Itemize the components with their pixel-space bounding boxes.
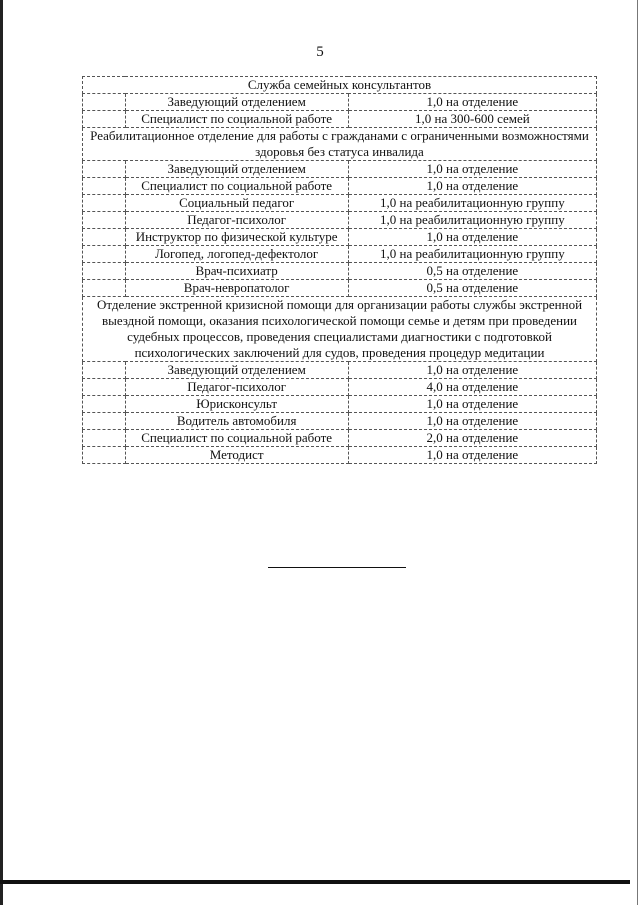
indent-cell [83, 178, 126, 195]
position-cell: Методист [125, 447, 348, 464]
indent-cell [83, 396, 126, 413]
position-cell: Юрисконсульт [125, 396, 348, 413]
rate-cell: 1,0 на 300-600 семей [348, 111, 596, 128]
rate-cell: 1,0 на отделение [348, 94, 596, 111]
rate-cell: 4,0 на отделение [348, 379, 596, 396]
position-cell: Заведующий отделением [125, 362, 348, 379]
indent-cell [83, 362, 126, 379]
table-row [83, 447, 597, 464]
position-cell: Врач-психиатр [125, 263, 348, 280]
rate-cell: 1,0 на отделение [348, 362, 596, 379]
rate-cell: 1,0 на отделение [348, 161, 596, 178]
position-cell: Инструктор по физической культуре [125, 229, 348, 246]
position-cell: Специалист по социальной работе [125, 111, 348, 128]
table-row [83, 430, 597, 447]
indent-cell [83, 161, 126, 178]
table-row [83, 195, 597, 212]
position-cell: Педагог-психолог [125, 212, 348, 229]
rate-cell: 2,0 на отделение [348, 430, 596, 447]
section-header-row [83, 297, 597, 362]
table-row [83, 94, 597, 111]
rate-cell: 1,0 на реабилитационную группу [348, 212, 596, 229]
indent-cell [83, 229, 126, 246]
table-row [83, 246, 597, 263]
table-row [83, 178, 597, 195]
rate-cell: 1,0 на реабилитационную группу [348, 246, 596, 263]
rate-cell: 1,0 на отделение [348, 413, 596, 430]
table-row [83, 161, 597, 178]
position-cell: Специалист по социальной работе [125, 178, 348, 195]
position-cell: Социальный педагог [125, 195, 348, 212]
position-cell: Логопед, логопед-дефектолог [125, 246, 348, 263]
position-cell: Педагог-психолог [125, 379, 348, 396]
position-cell: Специалист по социальной работе [125, 430, 348, 447]
position-cell: Заведующий отделением [125, 94, 348, 111]
section-header-row [83, 77, 597, 94]
rate-cell: 1,0 на отделение [348, 447, 596, 464]
section-title: Служба семейных консультантов [83, 77, 597, 94]
indent-cell [83, 212, 126, 229]
table-row [83, 229, 597, 246]
rate-cell: 0,5 на отделение [348, 280, 596, 297]
rate-cell: 1,0 на отделение [348, 178, 596, 195]
scan-left-edge [0, 0, 3, 905]
rate-cell: 1,0 на отделение [348, 396, 596, 413]
page-number: 5 [316, 44, 324, 60]
indent-cell [83, 246, 126, 263]
position-cell: Заведующий отделением [125, 161, 348, 178]
end-rule [268, 567, 406, 568]
position-cell: Водитель автомобиля [125, 413, 348, 430]
section-header-row [83, 128, 597, 161]
rate-cell: 0,5 на отделение [348, 263, 596, 280]
indent-cell [83, 111, 126, 128]
position-cell: Врач-невропатолог [125, 280, 348, 297]
section-title: Отделение экстренной кризисной помощи для организации работы службы экстренной выездной помощи, оказания психологической помощи семье и детям при проведении судебных процессов, проведения специалистами диагностики с подготовкой психологических заключений для судов, проведения процедур медитации [83, 297, 597, 362]
indent-cell [83, 195, 126, 212]
indent-cell [83, 430, 126, 447]
table-row [83, 379, 597, 396]
table-row [83, 263, 597, 280]
table-row [83, 280, 597, 297]
scan-bottom-bar [0, 880, 630, 884]
indent-cell [83, 263, 126, 280]
indent-cell [83, 379, 126, 396]
scan-right-edge [637, 0, 638, 905]
table-row [83, 413, 597, 430]
table-row [83, 212, 597, 229]
staffing-table [82, 76, 597, 464]
indent-cell [83, 280, 126, 297]
rate-cell: 1,0 на отделение [348, 229, 596, 246]
section-title: Реабилитационное отделение для работы с гражданами с ограниченными возможностями здоровья без статуса инвалида [83, 128, 597, 161]
table-row [83, 111, 597, 128]
table-row [83, 362, 597, 379]
indent-cell [83, 447, 126, 464]
indent-cell [83, 413, 126, 430]
rate-cell: 1,0 на реабилитационную группу [348, 195, 596, 212]
table-row [83, 396, 597, 413]
indent-cell [83, 94, 126, 111]
